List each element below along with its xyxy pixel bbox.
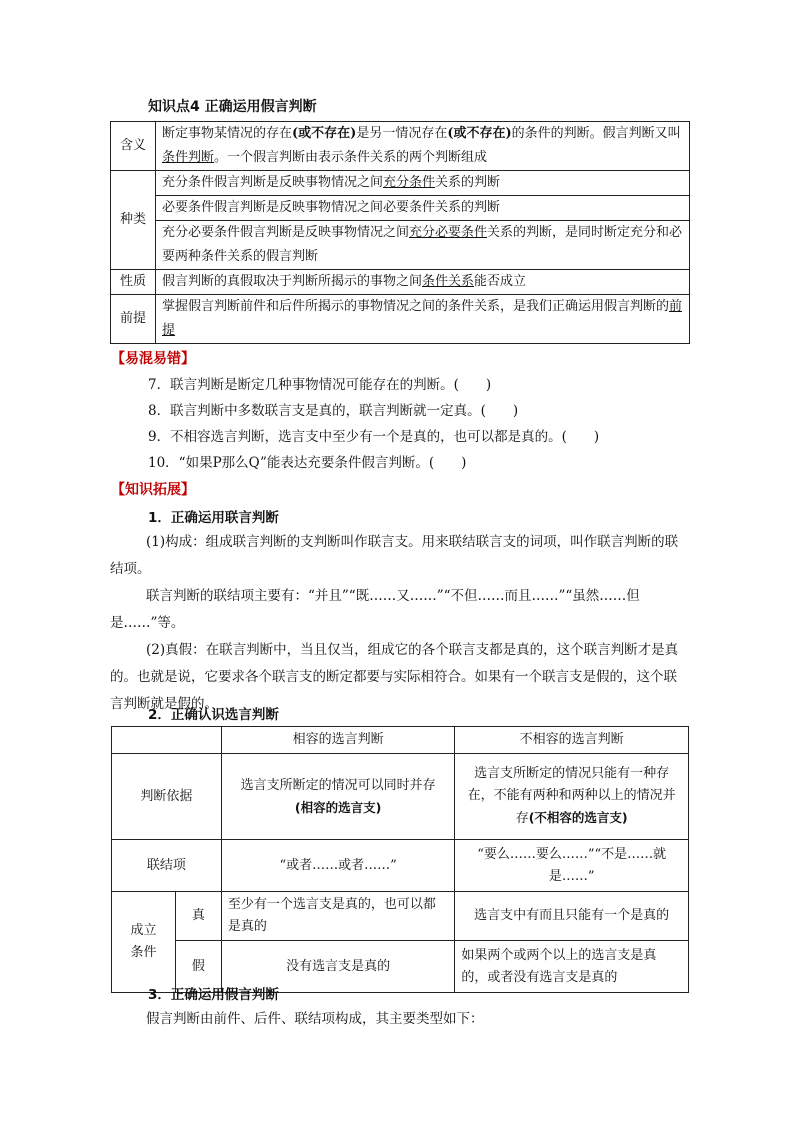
row-label: 种类	[111, 171, 156, 270]
subsection-title: 3．正确运用假言判断	[148, 987, 279, 1003]
false-incompatible: 如果两个或两个以上的选言支是真的，或者没有选言支是真的	[455, 941, 689, 993]
text: 充分条件假言判断是反映事物情况之间	[162, 175, 384, 190]
nature-cell	[156, 270, 690, 295]
type-cell: 必要条件假言判断是反映事物情况之间必要条件关系的判断	[156, 196, 690, 221]
text: 的条件的判断。假言判断又叫	[511, 126, 681, 141]
text-underlined: 充分条件	[383, 175, 436, 190]
sub-label: 假	[175, 941, 221, 993]
extend-title: 【知识拓展】	[111, 482, 195, 498]
text: 是另一情况存在	[356, 126, 448, 141]
question-item: 8．联言判断中多数联言支是真的，联言判断就一定真。( )	[148, 403, 519, 419]
row-label	[112, 892, 176, 993]
text: 掌握假言判断前件和后件所揭示的事物情况之间的条件关系，是我们正确运用假言判断的	[162, 299, 670, 314]
text-bold: (或不存在)	[447, 126, 512, 141]
text: 成立	[130, 923, 157, 938]
row-label: 性质	[111, 270, 156, 295]
text: 能否成立	[474, 274, 527, 289]
question-item: 10．“如果P那么Q”能表达充要条件假言判断。( )	[148, 455, 467, 471]
paragraph: (1)构成：组成联言判断的支判断叫作联言支。用来联结联言支的词项，叫作联言判断的联结项。	[110, 534, 679, 577]
text: 关系的判断	[435, 175, 501, 190]
question-item: 7．联言判断是断定几种事物情况可能存在的判断。( )	[148, 377, 492, 393]
table-row	[111, 171, 690, 196]
row-label: 联结项	[112, 840, 222, 892]
text: 选言支所断定的情况只能有一种存在，不能有两种和两种以上的情况并存	[467, 766, 676, 826]
text: 选言支所断定的情况可以同时并存	[240, 777, 436, 793]
paragraph: 假言判断由前件、后件、联结项构成，其主要类型如下：	[146, 1011, 484, 1027]
paragraph: 联言判断的联结项主要有：“并且”“既……又……”“不但……而且……”“虽然……但是……”等。	[110, 588, 640, 631]
table-row	[112, 754, 689, 840]
text: 断定事物某情况的存在	[162, 126, 293, 141]
text: 。一个假言判断由表示条件关系的两个判断组成	[214, 150, 488, 165]
link-incompatible: “要么……要么……”“不是……就是……”	[455, 840, 689, 892]
text-bold: (或不存在)	[292, 126, 357, 141]
table-row	[112, 727, 689, 754]
question-item: 9．不相容选言判断，选言支中至少有一个是真的，也可以都是真的。( )	[148, 429, 600, 445]
text-bold: (不相容的选言支)	[528, 810, 628, 825]
row-label: 判断依据	[112, 754, 222, 840]
sub-label: 真	[175, 892, 221, 941]
table-row	[111, 196, 690, 221]
table-row	[111, 270, 690, 295]
basis-compatible	[221, 754, 455, 840]
confuse-title: 【易混易错】	[111, 351, 195, 367]
table-row	[111, 221, 690, 270]
row-label: 前提	[111, 295, 156, 344]
true-incompatible: 选言支中有而且只能有一个是真的	[455, 892, 689, 941]
hypothetical-judgment-table	[110, 121, 690, 344]
table-row	[112, 840, 689, 892]
text: 条件	[130, 945, 157, 960]
column-header: 相容的选言判断	[221, 727, 455, 754]
type-cell	[156, 221, 690, 270]
subsection-title: 2．正确认识选言判断	[148, 707, 279, 723]
table-row	[111, 122, 690, 171]
premise-cell	[156, 295, 690, 344]
row-label: 含义	[111, 122, 156, 171]
text-bold: (相容的选言支)	[294, 799, 382, 815]
true-compatible: 至少有一个选言支是真的，也可以都是真的	[221, 892, 455, 941]
section-heading: 知识点4 正确运用假言判断	[148, 99, 317, 115]
link-compatible: “或者……或者……”	[221, 840, 455, 892]
text-underlined: 前提	[162, 299, 683, 338]
paragraph: (2)真假：在联言判断中，当且仅当，组成它的各个联言支都是真的，这个联言判断才是真的。也就是说，它要求各个联言支的断定都要与实际相符合。如果有一个联言支是假的，这个联言判断就是假的。	[110, 642, 679, 712]
text: 充分必要条件假言判断是反映事物情况之间	[162, 225, 410, 240]
disjunctive-judgment-table	[111, 726, 689, 993]
column-header: 不相容的选言判断	[455, 727, 689, 754]
text: 关系的判断，是同时断定充分和必要两种条件关系的假言判断	[162, 225, 683, 264]
table-row	[112, 892, 689, 941]
text-underlined: 条件关系	[422, 274, 475, 289]
text: 假言判断的真假取决于判断所揭示的事物之间	[162, 274, 423, 289]
corner-cell	[112, 727, 222, 754]
text-underlined: 充分必要条件	[409, 225, 488, 240]
subsection-title: 1．正确运用联言判断	[148, 510, 279, 526]
meaning-cell	[156, 122, 690, 171]
false-compatible: 没有选言支是真的	[221, 941, 455, 993]
basis-incompatible	[455, 754, 689, 840]
type-cell	[156, 171, 690, 196]
text-underlined: 条件判断	[162, 150, 215, 165]
table-row	[111, 295, 690, 344]
